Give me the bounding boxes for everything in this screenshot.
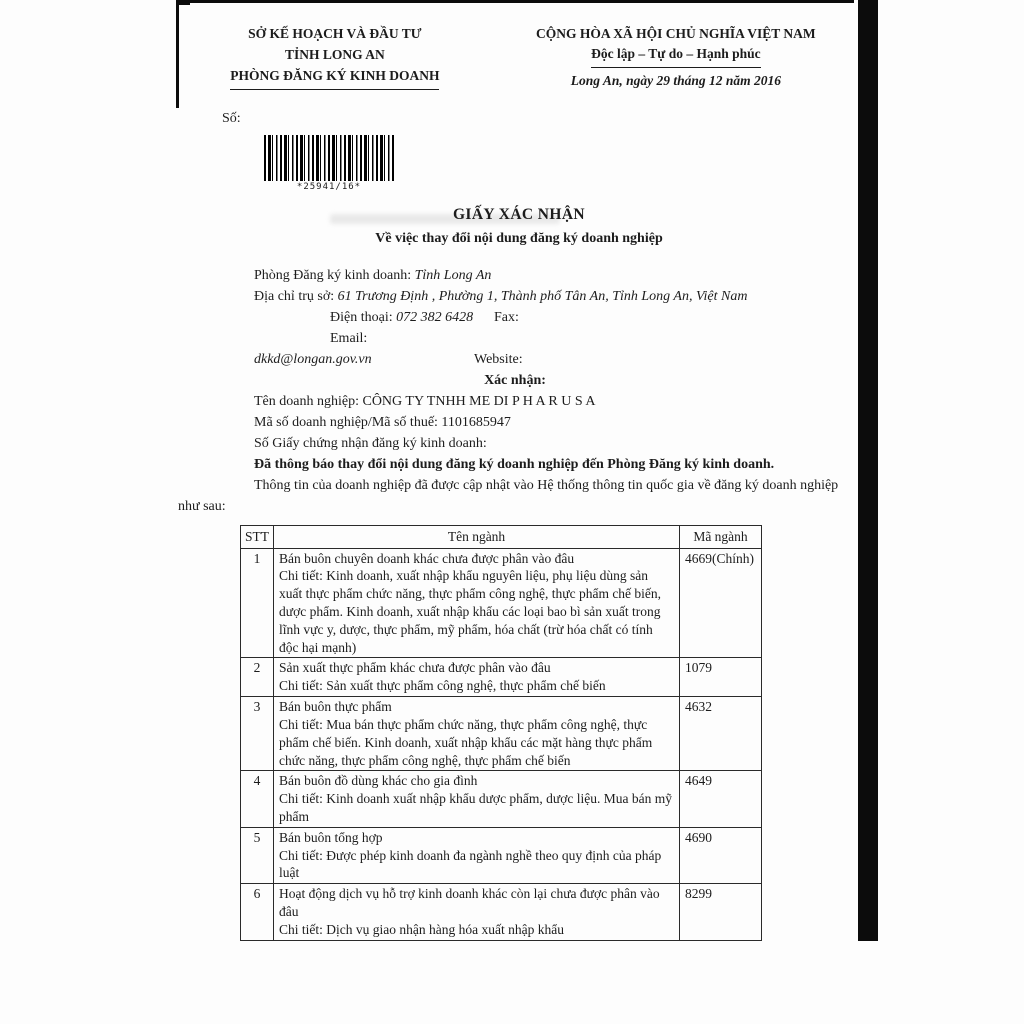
row-code: 8299 bbox=[680, 884, 762, 940]
industry-name: Bán buôn thực phẩm bbox=[279, 699, 392, 715]
row-stt: 6 bbox=[241, 884, 274, 940]
issuing-office-block bbox=[178, 24, 492, 91]
phone-field bbox=[254, 307, 494, 328]
office-value: Tỉnh Long An bbox=[414, 267, 492, 283]
table-header-row bbox=[241, 525, 762, 548]
industry-detail: Chi tiết: Được phép kinh doanh đa ngành nghề theo quy định của pháp luật bbox=[279, 847, 662, 881]
phone-fax-line bbox=[178, 307, 852, 328]
date-line: Long An, ngày 29 tháng 12 năm 2016 bbox=[570, 72, 781, 88]
confirm-heading: Xác nhận: bbox=[484, 372, 546, 388]
industry-name: Bán buôn tổng hợp bbox=[279, 829, 383, 845]
row-code: 4690 bbox=[680, 827, 762, 883]
office-label: Phòng Đăng ký kinh doanh: bbox=[254, 267, 412, 283]
national-motto bbox=[492, 44, 860, 67]
industry-name: Hoạt động dịch vụ hỗ trợ kinh doanh khác còn lại chưa được phân vào đâu bbox=[279, 886, 660, 919]
industry-name: Bán buôn chuyên doanh khác chưa được phân vào đâu bbox=[279, 550, 575, 566]
address-label: Địa chỉ trụ sở: bbox=[254, 288, 335, 304]
office-line bbox=[178, 265, 852, 286]
row-code: 4669(Chính) bbox=[680, 548, 762, 658]
industry-table bbox=[240, 525, 762, 941]
reference-number-label: Số: bbox=[222, 110, 241, 126]
national-motto-block bbox=[492, 24, 860, 91]
row-code: 4632 bbox=[680, 697, 762, 771]
table-row bbox=[241, 548, 762, 658]
row-name-cell bbox=[274, 827, 680, 883]
info-paragraph: Thông tin của doanh nghiệp đã được cập nhật vào Hệ thống thông tin quốc gia về đăng ký doanh nghiệp như sau: bbox=[178, 477, 839, 514]
row-stt: 4 bbox=[241, 771, 274, 827]
motto-text: Độc lập – Tự do – Hạnh phúc bbox=[591, 44, 761, 67]
barcode-text: *25941/16* bbox=[296, 181, 362, 192]
table-row bbox=[241, 884, 762, 940]
office-department bbox=[178, 66, 492, 90]
document-body bbox=[178, 265, 860, 517]
row-stt: 5 bbox=[241, 827, 274, 883]
header-ten-nganh: Tên ngành bbox=[274, 525, 680, 548]
notice-paragraph: Đã thông báo thay đổi nội dung đăng ký doanh nghiệp đến Phòng Đăng ký kinh doanh. bbox=[254, 456, 775, 472]
office-department-name: PHÒNG ĐĂNG KÝ KINH DOANH bbox=[230, 66, 439, 90]
industry-detail: Chi tiết: Mua bán thực phẩm chức năng, thực phẩm công nghệ, thực phẩm chế biến. Kinh doanh, xuất nhập khẩu các mặt hàng thực phẩm chức năng, thực phẩm công nghệ, thực phẩm chế biến bbox=[279, 716, 653, 768]
table-row bbox=[241, 771, 762, 827]
industry-table-head bbox=[241, 525, 762, 548]
table-row bbox=[241, 827, 762, 883]
fax-label: Fax: bbox=[494, 309, 519, 325]
document-page bbox=[178, 0, 860, 941]
barcode-image bbox=[264, 135, 394, 181]
address-line bbox=[178, 286, 852, 307]
email-label: Email: bbox=[330, 330, 368, 346]
header-stt: STT bbox=[241, 525, 274, 548]
industry-name: Sản xuất thực phẩm khác chưa được phân vào đâu bbox=[279, 660, 551, 676]
email-website-line bbox=[178, 328, 852, 370]
industry-name: Bán buôn đồ dùng khác cho gia đình bbox=[279, 773, 478, 789]
row-code: 1079 bbox=[680, 658, 762, 697]
industry-detail: Chi tiết: Sản xuất thực phẩm công nghệ, thực phẩm chế biến bbox=[279, 678, 606, 694]
row-name-cell bbox=[274, 884, 680, 940]
header-ma-nganh: Mã ngành bbox=[680, 525, 762, 548]
office-parent-name: SỞ KẾ HOẠCH VÀ ĐẦU TƯ bbox=[248, 26, 422, 41]
industry-detail: Chi tiết: Dịch vụ giao nhận hàng hóa xuất nhập khẩu bbox=[279, 921, 564, 937]
country-name: CỘNG HÒA XÃ HỘI CHỦ NGHĨA VIỆT NAM bbox=[536, 26, 816, 41]
document-title: GIẤY XÁC NHẬN bbox=[452, 205, 586, 223]
barcode-block bbox=[264, 135, 394, 192]
email-value: dkkd@longan.gov.vn bbox=[254, 351, 372, 367]
industry-table-body bbox=[241, 548, 762, 940]
company-value: CÔNG TY TNHH ME DI P H A R U S A bbox=[362, 393, 596, 409]
row-name-cell bbox=[274, 548, 680, 658]
cert-line: Số Giấy chứng nhận đăng ký kinh doanh: bbox=[254, 435, 487, 451]
tax-label: Mã số doanh nghiệp/Mã số thuế: bbox=[254, 414, 438, 430]
industry-detail: Chi tiết: Kinh doanh xuất nhập khẩu dược phẩm, dược liệu. Mua bán mỹ phẩm bbox=[279, 791, 672, 824]
website-label: Website: bbox=[474, 351, 523, 367]
row-name-cell bbox=[274, 697, 680, 771]
office-province: TỈNH LONG AN bbox=[284, 46, 385, 62]
row-stt: 3 bbox=[241, 697, 274, 771]
tax-value: 1101685947 bbox=[441, 414, 511, 430]
document-subtitle: Về việc thay đổi nội dung đăng ký doanh nghiệp bbox=[375, 230, 663, 246]
industry-detail: Chi tiết: Kinh doanh, xuất nhập khẩu nguyên liệu, phụ liệu dùng sản xuất thực phẩm chức năng, thực phẩm công nghệ, thực phẩm chế biến, dược phẩm. Kinh doanh, xuất nhập khẩu các loại bao bì sản xuất trong lĩnh vực y, dược, thực phẩm, mỹ phẩm, hóa chất (trừ hóa chất có tính độc hại mạnh) bbox=[279, 568, 662, 655]
table-row bbox=[241, 658, 762, 697]
email-field bbox=[254, 328, 474, 370]
phone-label: Điện thoại: bbox=[330, 309, 393, 325]
company-line bbox=[178, 391, 852, 412]
letterhead bbox=[178, 0, 860, 91]
tax-line bbox=[178, 412, 852, 433]
row-name-cell bbox=[274, 771, 680, 827]
table-row bbox=[241, 697, 762, 771]
scan-edge-right-band bbox=[858, 0, 878, 941]
row-code: 4649 bbox=[680, 771, 762, 827]
row-stt: 2 bbox=[241, 658, 274, 697]
row-name-cell bbox=[274, 658, 680, 697]
phone-value: 072 382 6428 bbox=[396, 309, 474, 325]
company-label: Tên doanh nghiệp: bbox=[254, 393, 359, 409]
address-value: 61 Trương Định , Phường 1, Thành phố Tân An, Tỉnh Long An, Việt Nam bbox=[337, 288, 748, 304]
row-stt: 1 bbox=[241, 548, 274, 658]
